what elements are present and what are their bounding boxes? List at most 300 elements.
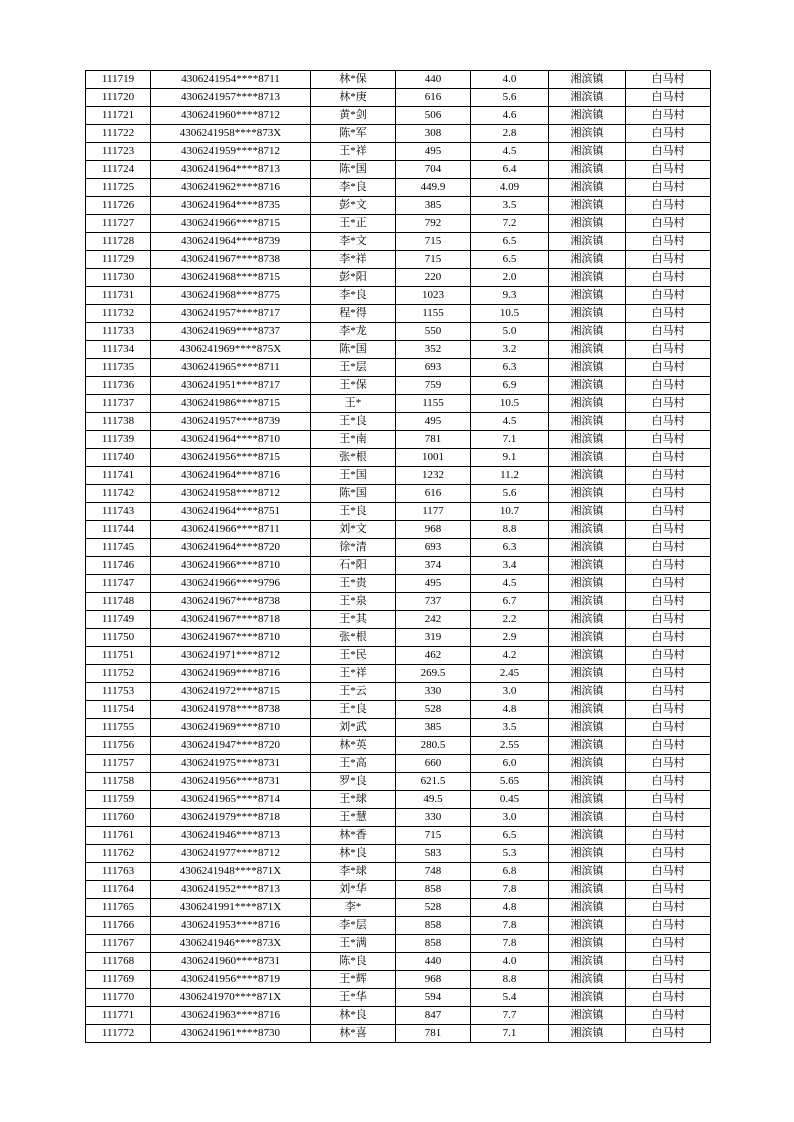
table-cell-seq: 111757 (86, 755, 151, 773)
table-cell-town: 湘滨镇 (549, 71, 626, 89)
data-table (85, 70, 711, 1043)
table-cell-value: 8.8 (471, 521, 549, 539)
table-cell-value: 5.65 (471, 773, 549, 791)
table-cell-id_number: 4306241970****871X (151, 989, 311, 1007)
table-cell-amount: 269.5 (396, 665, 471, 683)
table-cell-seq: 111749 (86, 611, 151, 629)
table-cell-id_number: 4306241963****8716 (151, 1007, 311, 1025)
table-cell-value: 4.8 (471, 701, 549, 719)
table-cell-seq: 111764 (86, 881, 151, 899)
table-cell-id_number: 4306241947****8720 (151, 737, 311, 755)
table-cell-value: 4.6 (471, 107, 549, 125)
table-row (86, 395, 711, 413)
table-cell-value: 11.2 (471, 467, 549, 485)
table-cell-seq: 111726 (86, 197, 151, 215)
table-row (86, 539, 711, 557)
table-row (86, 323, 711, 341)
table-cell-town: 湘滨镇 (549, 503, 626, 521)
table-cell-id_number: 4306241946****8713 (151, 827, 311, 845)
table-row (86, 791, 711, 809)
table-cell-id_number: 4306241968****8715 (151, 269, 311, 287)
table-cell-value: 6.5 (471, 251, 549, 269)
table-cell-id_number: 4306241957****8717 (151, 305, 311, 323)
table-cell-name: 彭*文 (311, 197, 396, 215)
table-cell-amount: 462 (396, 647, 471, 665)
table-cell-name: 彭*阳 (311, 269, 396, 287)
table-cell-seq: 111758 (86, 773, 151, 791)
table-cell-town: 湘滨镇 (549, 305, 626, 323)
table-cell-seq: 111741 (86, 467, 151, 485)
table-cell-seq: 111743 (86, 503, 151, 521)
table-cell-value: 10.5 (471, 395, 549, 413)
table-cell-village: 白马村 (626, 125, 711, 143)
table-cell-value: 7.8 (471, 881, 549, 899)
table-cell-amount: 847 (396, 1007, 471, 1025)
table-cell-seq: 111756 (86, 737, 151, 755)
table-cell-town: 湘滨镇 (549, 773, 626, 791)
table-cell-value: 6.4 (471, 161, 549, 179)
table-cell-town: 湘滨镇 (549, 971, 626, 989)
table-cell-amount: 330 (396, 809, 471, 827)
table-row (86, 971, 711, 989)
table-cell-seq: 111763 (86, 863, 151, 881)
table-cell-id_number: 4306241969****8737 (151, 323, 311, 341)
table-cell-amount: 858 (396, 917, 471, 935)
table-cell-id_number: 4306241969****8716 (151, 665, 311, 683)
table-cell-name: 王*辉 (311, 971, 396, 989)
table-cell-village: 白马村 (626, 791, 711, 809)
table-cell-value: 4.0 (471, 953, 549, 971)
table-cell-name: 王*良 (311, 701, 396, 719)
table-cell-amount: 308 (396, 125, 471, 143)
table-cell-village: 白马村 (626, 1025, 711, 1043)
table-cell-value: 5.6 (471, 485, 549, 503)
table-cell-village: 白马村 (626, 773, 711, 791)
table-cell-value: 3.4 (471, 557, 549, 575)
table-cell-town: 湘滨镇 (549, 701, 626, 719)
table-cell-amount: 1177 (396, 503, 471, 521)
table-cell-name: 张*根 (311, 449, 396, 467)
table-cell-value: 5.0 (471, 323, 549, 341)
table-cell-town: 湘滨镇 (549, 665, 626, 683)
table-cell-name: 王*贵 (311, 575, 396, 593)
table-cell-id_number: 4306241948****871X (151, 863, 311, 881)
table-cell-name: 王*高 (311, 755, 396, 773)
table-cell-id_number: 4306241969****875X (151, 341, 311, 359)
table-cell-id_number: 4306241967****8738 (151, 593, 311, 611)
table-cell-name: 林*庚 (311, 89, 396, 107)
table-cell-village: 白马村 (626, 89, 711, 107)
table-cell-village: 白马村 (626, 917, 711, 935)
table-cell-town: 湘滨镇 (549, 233, 626, 251)
table-cell-town: 湘滨镇 (549, 197, 626, 215)
table-row (86, 935, 711, 953)
table-cell-seq: 111755 (86, 719, 151, 737)
table-cell-town: 湘滨镇 (549, 593, 626, 611)
table-cell-seq: 111735 (86, 359, 151, 377)
table-cell-name: 李*龙 (311, 323, 396, 341)
table-cell-name: 王*其 (311, 611, 396, 629)
table-cell-seq: 111766 (86, 917, 151, 935)
table-cell-town: 湘滨镇 (549, 683, 626, 701)
table-cell-value: 10.5 (471, 305, 549, 323)
table-cell-seq: 111746 (86, 557, 151, 575)
table-cell-name: 罗*良 (311, 773, 396, 791)
table-cell-amount: 715 (396, 827, 471, 845)
table-cell-name: 王*云 (311, 683, 396, 701)
table-cell-name: 王*层 (311, 359, 396, 377)
table-row (86, 215, 711, 233)
table-cell-amount: 616 (396, 89, 471, 107)
table-cell-village: 白马村 (626, 323, 711, 341)
table-cell-town: 湘滨镇 (549, 611, 626, 629)
table-cell-seq: 111753 (86, 683, 151, 701)
table-cell-name: 陈*军 (311, 125, 396, 143)
table-row (86, 305, 711, 323)
table-cell-town: 湘滨镇 (549, 791, 626, 809)
table-cell-village: 白马村 (626, 197, 711, 215)
table-cell-town: 湘滨镇 (549, 863, 626, 881)
table-cell-value: 2.9 (471, 629, 549, 647)
table-cell-id_number: 4306241966****9796 (151, 575, 311, 593)
table-cell-id_number: 4306241966****8715 (151, 215, 311, 233)
table-cell-town: 湘滨镇 (549, 467, 626, 485)
table-cell-id_number: 4306241951****8717 (151, 377, 311, 395)
table-cell-village: 白马村 (626, 665, 711, 683)
table-cell-village: 白马村 (626, 593, 711, 611)
table-cell-seq: 111770 (86, 989, 151, 1007)
table-cell-id_number: 4306241972****8715 (151, 683, 311, 701)
table-cell-seq: 111771 (86, 1007, 151, 1025)
table-cell-amount: 660 (396, 755, 471, 773)
table-cell-village: 白马村 (626, 485, 711, 503)
table-cell-town: 湘滨镇 (549, 251, 626, 269)
table-cell-name: 李*层 (311, 917, 396, 935)
table-cell-village: 白马村 (626, 683, 711, 701)
table-row (86, 269, 711, 287)
table-cell-seq: 111728 (86, 233, 151, 251)
table-cell-town: 湘滨镇 (549, 107, 626, 125)
table-cell-village: 白马村 (626, 251, 711, 269)
table-cell-village: 白马村 (626, 755, 711, 773)
table-row (86, 827, 711, 845)
table-cell-amount: 704 (396, 161, 471, 179)
table-cell-name: 王*良 (311, 413, 396, 431)
table-cell-value: 5.3 (471, 845, 549, 863)
table-cell-id_number: 4306241960****8712 (151, 107, 311, 125)
table-cell-id_number: 4306241954****8711 (151, 71, 311, 89)
table-cell-amount: 495 (396, 143, 471, 161)
table-row (86, 863, 711, 881)
table-row (86, 197, 711, 215)
table-cell-village: 白马村 (626, 557, 711, 575)
table-cell-value: 0.45 (471, 791, 549, 809)
table-cell-seq: 111725 (86, 179, 151, 197)
table-cell-value: 2.2 (471, 611, 549, 629)
table-row (86, 413, 711, 431)
table-row (86, 377, 711, 395)
table-cell-name: 林*良 (311, 1007, 396, 1025)
table-cell-name: 张*根 (311, 629, 396, 647)
table-row (86, 755, 711, 773)
table-cell-amount: 693 (396, 539, 471, 557)
table-cell-town: 湘滨镇 (549, 89, 626, 107)
table-cell-village: 白马村 (626, 467, 711, 485)
table-cell-id_number: 4306241956****8719 (151, 971, 311, 989)
table-cell-id_number: 4306241962****8716 (151, 179, 311, 197)
table-cell-name: 林*保 (311, 71, 396, 89)
table-cell-town: 湘滨镇 (549, 377, 626, 395)
table-cell-seq: 111768 (86, 953, 151, 971)
table-cell-amount: 49.5 (396, 791, 471, 809)
table-cell-village: 白马村 (626, 539, 711, 557)
table-cell-village: 白马村 (626, 521, 711, 539)
table-cell-seq: 111742 (86, 485, 151, 503)
table-cell-name: 陈*国 (311, 161, 396, 179)
table-cell-amount: 449.9 (396, 179, 471, 197)
table-cell-village: 白马村 (626, 935, 711, 953)
table-cell-village: 白马村 (626, 341, 711, 359)
table-row (86, 521, 711, 539)
table-cell-village: 白马村 (626, 287, 711, 305)
table-cell-id_number: 4306241965****8714 (151, 791, 311, 809)
table-cell-value: 7.7 (471, 1007, 549, 1025)
table-sheet (85, 70, 711, 1043)
table-cell-amount: 220 (396, 269, 471, 287)
table-cell-seq: 111722 (86, 125, 151, 143)
table-cell-value: 6.8 (471, 863, 549, 881)
table-row (86, 881, 711, 899)
table-cell-id_number: 4306241964****8751 (151, 503, 311, 521)
table-cell-value: 6.7 (471, 593, 549, 611)
table-row (86, 629, 711, 647)
table-cell-seq: 111745 (86, 539, 151, 557)
table-cell-seq: 111731 (86, 287, 151, 305)
table-cell-village: 白马村 (626, 809, 711, 827)
table-cell-name: 王*良 (311, 503, 396, 521)
table-cell-id_number: 4306241959****8712 (151, 143, 311, 161)
table-cell-amount: 495 (396, 575, 471, 593)
table-cell-seq: 111769 (86, 971, 151, 989)
table-cell-town: 湘滨镇 (549, 809, 626, 827)
table-cell-id_number: 4306241966****8710 (151, 557, 311, 575)
table-cell-seq: 111730 (86, 269, 151, 287)
table-cell-amount: 968 (396, 971, 471, 989)
table-row (86, 899, 711, 917)
table-row (86, 809, 711, 827)
table-cell-town: 湘滨镇 (549, 269, 626, 287)
table-cell-town: 湘滨镇 (549, 179, 626, 197)
table-row (86, 989, 711, 1007)
table-cell-value: 2.0 (471, 269, 549, 287)
table-cell-village: 白马村 (626, 413, 711, 431)
table-cell-town: 湘滨镇 (549, 719, 626, 737)
table-cell-town: 湘滨镇 (549, 359, 626, 377)
table-row (86, 287, 711, 305)
table-cell-seq: 111750 (86, 629, 151, 647)
table-row (86, 683, 711, 701)
table-cell-seq: 111739 (86, 431, 151, 449)
table-cell-town: 湘滨镇 (549, 395, 626, 413)
table-cell-name: 程*得 (311, 305, 396, 323)
table-cell-seq: 111727 (86, 215, 151, 233)
table-body (86, 71, 711, 1043)
table-cell-seq: 111751 (86, 647, 151, 665)
table-cell-id_number: 4306241977****8712 (151, 845, 311, 863)
table-row (86, 359, 711, 377)
table-cell-amount: 759 (396, 377, 471, 395)
table-cell-id_number: 4306241965****8711 (151, 359, 311, 377)
table-row (86, 665, 711, 683)
table-cell-amount: 1232 (396, 467, 471, 485)
table-row (86, 161, 711, 179)
table-cell-amount: 440 (396, 953, 471, 971)
table-cell-village: 白马村 (626, 629, 711, 647)
table-cell-value: 4.5 (471, 143, 549, 161)
table-cell-town: 湘滨镇 (549, 341, 626, 359)
table-cell-village: 白马村 (626, 161, 711, 179)
table-row (86, 953, 711, 971)
table-cell-seq: 111747 (86, 575, 151, 593)
table-cell-value: 4.0 (471, 71, 549, 89)
table-cell-village: 白马村 (626, 107, 711, 125)
table-cell-value: 2.45 (471, 665, 549, 683)
table-cell-id_number: 4306241978****8738 (151, 701, 311, 719)
table-cell-seq: 111760 (86, 809, 151, 827)
table-cell-seq: 111733 (86, 323, 151, 341)
table-row (86, 557, 711, 575)
table-cell-amount: 385 (396, 719, 471, 737)
table-row (86, 737, 711, 755)
table-cell-value: 3.0 (471, 809, 549, 827)
table-cell-id_number: 4306241964****8716 (151, 467, 311, 485)
table-cell-id_number: 4306241964****8710 (151, 431, 311, 449)
table-cell-village: 白马村 (626, 269, 711, 287)
table-cell-town: 湘滨镇 (549, 737, 626, 755)
table-cell-amount: 550 (396, 323, 471, 341)
table-cell-amount: 495 (396, 413, 471, 431)
table-cell-seq: 111734 (86, 341, 151, 359)
table-cell-village: 白马村 (626, 377, 711, 395)
table-cell-name: 王*国 (311, 467, 396, 485)
table-cell-village: 白马村 (626, 71, 711, 89)
table-cell-seq: 111765 (86, 899, 151, 917)
table-cell-town: 湘滨镇 (549, 143, 626, 161)
table-cell-seq: 111761 (86, 827, 151, 845)
table-cell-value: 2.55 (471, 737, 549, 755)
table-cell-amount: 440 (396, 71, 471, 89)
table-cell-village: 白马村 (626, 305, 711, 323)
table-cell-name: 林*良 (311, 845, 396, 863)
table-cell-seq: 111744 (86, 521, 151, 539)
table-cell-value: 3.5 (471, 197, 549, 215)
table-cell-town: 湘滨镇 (549, 953, 626, 971)
table-cell-value: 6.5 (471, 233, 549, 251)
table-cell-id_number: 4306241964****8720 (151, 539, 311, 557)
table-cell-town: 湘滨镇 (549, 827, 626, 845)
table-cell-value: 2.8 (471, 125, 549, 143)
table-cell-id_number: 4306241967****8738 (151, 251, 311, 269)
table-cell-seq: 111720 (86, 89, 151, 107)
table-cell-id_number: 4306241964****8713 (151, 161, 311, 179)
table-row (86, 1025, 711, 1043)
table-row (86, 845, 711, 863)
table-cell-village: 白马村 (626, 845, 711, 863)
table-cell-name: 刘*文 (311, 521, 396, 539)
table-cell-seq: 111762 (86, 845, 151, 863)
table-cell-village: 白马村 (626, 215, 711, 233)
table-cell-town: 湘滨镇 (549, 629, 626, 647)
table-cell-name: 李*祥 (311, 251, 396, 269)
table-cell-amount: 352 (396, 341, 471, 359)
table-row (86, 341, 711, 359)
table-cell-amount: 506 (396, 107, 471, 125)
table-cell-town: 湘滨镇 (549, 485, 626, 503)
table-cell-village: 白马村 (626, 953, 711, 971)
table-cell-amount: 374 (396, 557, 471, 575)
table-cell-amount: 858 (396, 881, 471, 899)
table-cell-village: 白马村 (626, 179, 711, 197)
table-cell-name: 王*正 (311, 215, 396, 233)
table-row (86, 485, 711, 503)
table-row (86, 143, 711, 161)
table-cell-amount: 319 (396, 629, 471, 647)
table-cell-amount: 968 (396, 521, 471, 539)
table-row (86, 719, 711, 737)
table-cell-name: 黄*剑 (311, 107, 396, 125)
table-cell-value: 8.8 (471, 971, 549, 989)
table-cell-name: 刘*华 (311, 881, 396, 899)
table-row (86, 701, 711, 719)
table-cell-town: 湘滨镇 (549, 845, 626, 863)
table-cell-amount: 748 (396, 863, 471, 881)
table-cell-name: 徐*清 (311, 539, 396, 557)
table-cell-id_number: 4306241967****8710 (151, 629, 311, 647)
table-row (86, 107, 711, 125)
table-cell-village: 白马村 (626, 611, 711, 629)
table-row (86, 71, 711, 89)
table-cell-town: 湘滨镇 (549, 161, 626, 179)
table-cell-value: 4.5 (471, 575, 549, 593)
table-cell-amount: 693 (396, 359, 471, 377)
table-cell-seq: 111737 (86, 395, 151, 413)
table-cell-seq: 111767 (86, 935, 151, 953)
table-cell-town: 湘滨镇 (549, 449, 626, 467)
table-cell-seq: 111719 (86, 71, 151, 89)
table-cell-town: 湘滨镇 (549, 215, 626, 233)
table-cell-value: 6.3 (471, 359, 549, 377)
table-cell-id_number: 4306241971****8712 (151, 647, 311, 665)
table-cell-town: 湘滨镇 (549, 647, 626, 665)
table-cell-seq: 111732 (86, 305, 151, 323)
table-cell-village: 白马村 (626, 899, 711, 917)
table-cell-id_number: 4306241953****8716 (151, 917, 311, 935)
table-cell-value: 5.4 (471, 989, 549, 1007)
table-row (86, 125, 711, 143)
table-cell-town: 湘滨镇 (549, 935, 626, 953)
table-cell-town: 湘滨镇 (549, 413, 626, 431)
table-cell-town: 湘滨镇 (549, 323, 626, 341)
table-cell-town: 湘滨镇 (549, 287, 626, 305)
table-row (86, 917, 711, 935)
table-cell-value: 5.6 (471, 89, 549, 107)
table-cell-name: 陈*国 (311, 485, 396, 503)
table-cell-town: 湘滨镇 (549, 989, 626, 1007)
table-cell-amount: 781 (396, 1025, 471, 1043)
table-cell-village: 白马村 (626, 881, 711, 899)
table-cell-name: 陈*良 (311, 953, 396, 971)
table-cell-village: 白马村 (626, 719, 711, 737)
